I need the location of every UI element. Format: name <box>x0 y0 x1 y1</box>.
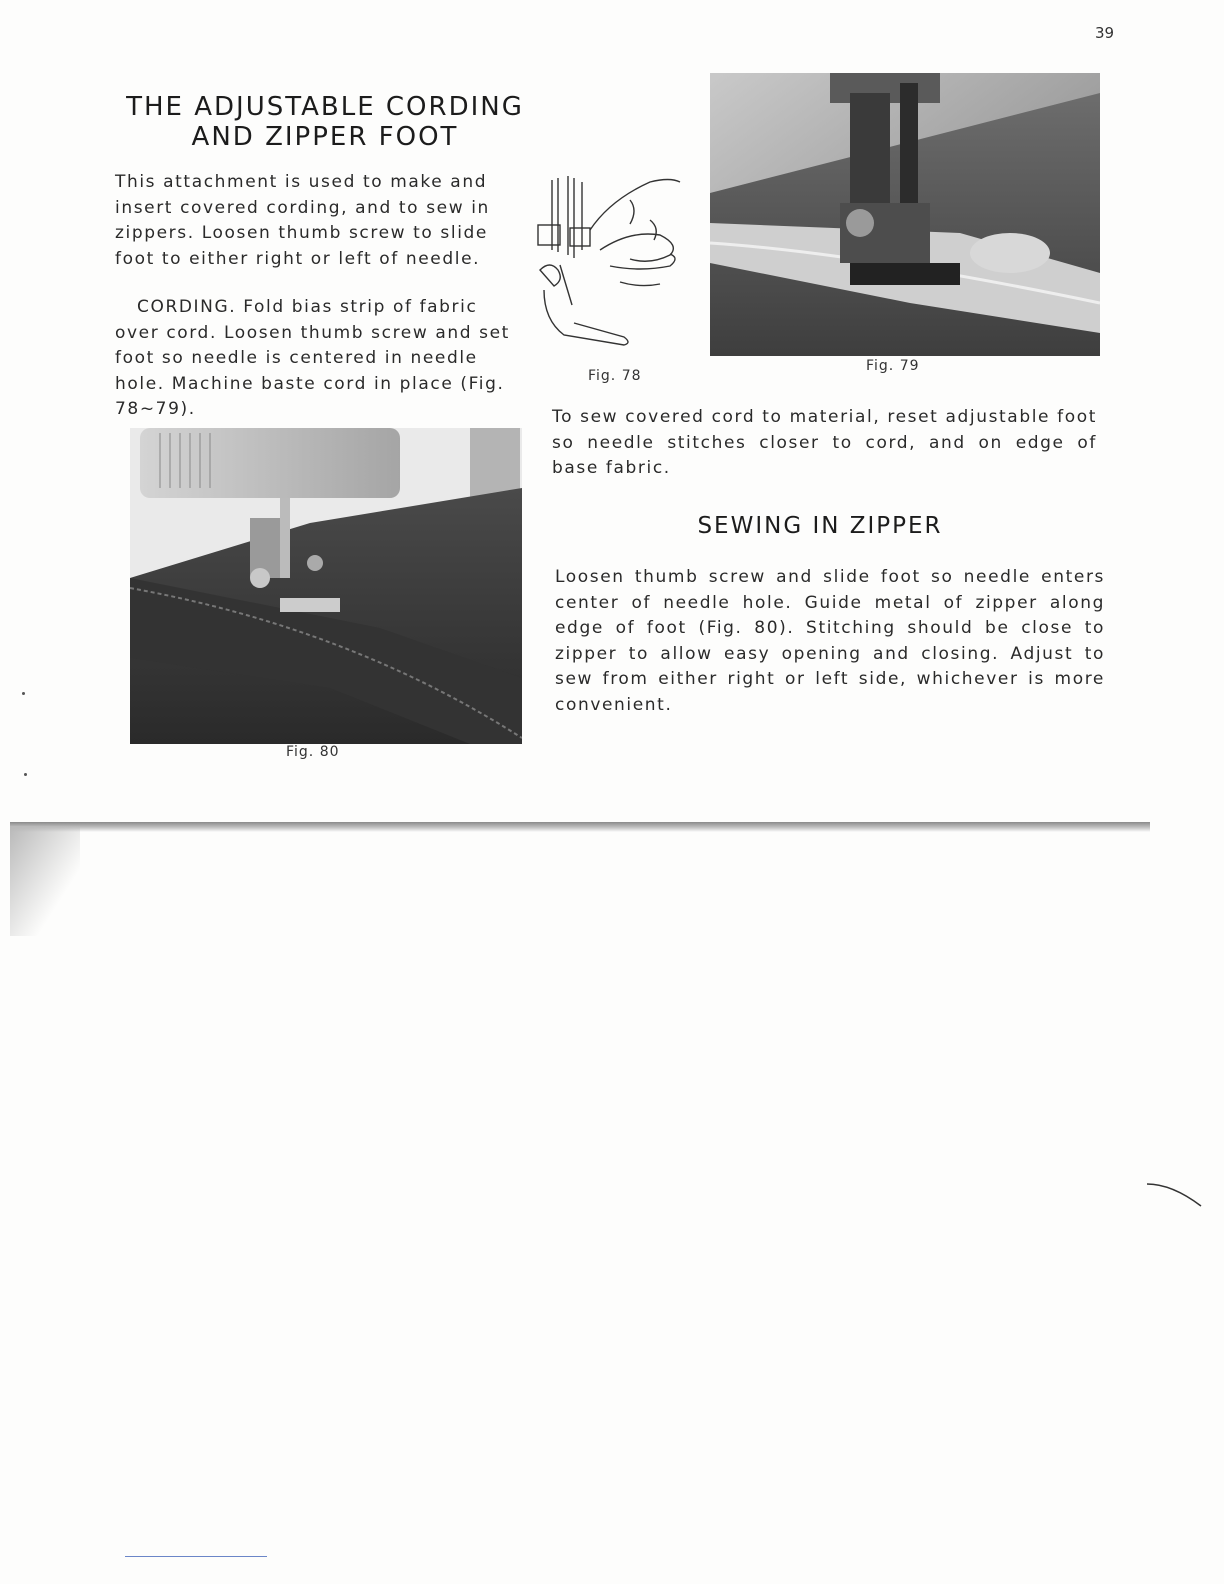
zipper-heading: SEWING IN ZIPPER <box>697 513 943 539</box>
scan-mark <box>1145 1178 1205 1208</box>
page-number: 39 <box>1095 24 1115 42</box>
fig79-caption: Fig. 79 <box>866 358 920 374</box>
fig79-photo <box>710 73 1100 356</box>
bottom-rule <box>125 1556 267 1557</box>
fig78-illustration <box>530 170 690 370</box>
title-line-2: AND ZIPPER FOOT <box>191 122 459 152</box>
covered-cord-paragraph: To sew covered cord to material, reset adjustable foot so needle stitches closer to cord, and on edge of base fabric. <box>552 407 1097 478</box>
scan-corner-shadow <box>10 826 80 936</box>
fig80-photo <box>130 428 522 744</box>
scan-speck <box>24 773 27 776</box>
cording-paragraph: CORDING. Fold bias strip of fabric over cord. Loosen thumb screw and set foot so needle is centered in needle hole. Machine baste cord in place (Fig. 78~79). <box>115 297 510 419</box>
zipper-paragraph: Loosen thumb screw and slide foot so needle enters center of needle hole. Guide metal of zipper along edge of foot (Fig. 80). Stitching should be close to zipper to allow easy opening and closing. Adjust to sew from either right or left side, whichever is more convenient. <box>555 567 1105 715</box>
fig80-image <box>130 428 522 744</box>
title-line-1: THE ADJUSTABLE CORDING <box>126 92 524 122</box>
intro-paragraph: This attachment is used to make and insert covered cording, and to sew in zippers. Loosen thumb screw to slide foot to either right or left of needle. <box>115 172 490 269</box>
fig78-caption: Fig. 78 <box>588 368 642 384</box>
fig79-image <box>710 73 1100 356</box>
fig78-drawing <box>530 170 690 370</box>
fig80-caption: Fig. 80 <box>286 744 340 760</box>
scan-speck <box>22 692 25 695</box>
page-title <box>100 92 550 152</box>
scan-edge-band <box>10 822 1150 832</box>
